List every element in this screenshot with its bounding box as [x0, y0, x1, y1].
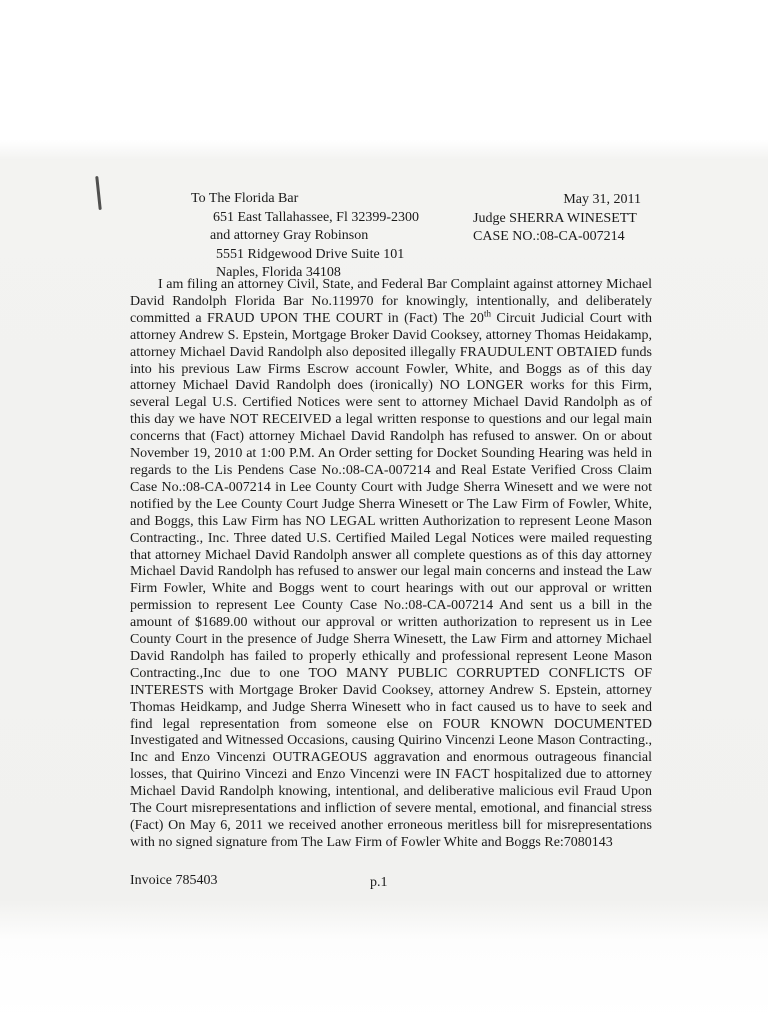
recipient-address-block	[191, 190, 419, 283]
invoice-number: Invoice 785403	[130, 873, 218, 888]
page-number: p.1	[370, 875, 388, 890]
judge-name: Judge SHERRA WINESETT	[473, 210, 637, 226]
case-number: CASE NO.:08-CA-007214	[473, 229, 625, 245]
case-header-block	[473, 191, 641, 247]
recipient-line-3: and attorney Gray Robinson	[210, 228, 369, 244]
ordinal-suffix: th	[483, 308, 491, 319]
recipient-line-1: To The Florida Bar	[191, 191, 299, 206]
body-text-part-1: I am filing an attorney Civil, State, and Federal Bar Complaint against attorney Michael David Randolph Florida Bar No.119970 for knowingly, intentionally, and deliberately committed a FRAUD UPON THE COURT in (Fact) The 20	[130, 277, 652, 326]
body-paragraph	[130, 277, 652, 852]
letter-date: May 31, 2011	[563, 192, 641, 207]
recipient-line-4: 5551 Ridgewood Drive Suite 101	[216, 246, 405, 262]
letter-body	[130, 277, 652, 852]
pen-margin-mark	[95, 176, 102, 210]
recipient-line-2: 651 East Tallahassee, Fl 32399-2300	[213, 209, 420, 225]
recipient-line-5: Naples, Florida 34108	[216, 265, 341, 281]
body-text-part-2: Circuit Judicial Court with attorney Andrew S. Epstein, Mortgage Broker David Cooksey, attorney Thomas Heidakamp, attorney Michael David Randolph also deposited illegally FRAUDULENT OBTAIED funds into his previous Law Firms Escrow account Fowler, White, and Boggs as of this day attorney Michael David Randolph does (ironically) NO LONGER works for this Firm, several Legal U.S. Certified Notices were sent to attorney Michael David Randolph as of this day we have NOT RECEIVED a legal written response to questions and our legal main concerns that (Fact) attorney Michael David Randolph has refused to answer. On or about November 19, 2010 at 1:00 P.M. An Order setting for Docket Sounding Hearing was held in regards to the Lis Pendens Case No.:08-CA-007214 and Real Estate Verified Cross Claim Case No.:08-CA-007214 in Lee County Court with Judge Sherra Winesett and we were not notified by the Lee County Court Judge Sherra Winesett or The Law Firm of Fowler, White, and Boggs, this Law Firm has NO LEGAL written Authorization to represent Leone Mason Contracting., Inc. Three dated U.S. Certified Mailed Legal Notices were mailed requesting that attorney Michael David Randolph answer all complete questions as of this day attorney Michael David Randolph has refused to answer our legal main concerns and instead the Law Firm Fowler, White and Boggs went to court hearings with out our approval or written permission to represent Lee County Case No.:08-CA-007214 And sent us a bill in the amount of $1689.00 without our approval or written authorization to represent us in Lee County Court in the presence of Judge Sherra Winesett, the Law Firm and attorney Michael David Randolph has failed to properly ethically and professional represent Leone Mason Contracting.,Inc due to one TOO MANY PUBLIC CORRUPTED CONFLICTS OF INTERESTS with Mortgage Broker David Cooksey, attorney Andrew S. Epstein, attorney Thomas Heidkamp, and Judge Sherra Winesett who in fact caused us to have to seek and find legal representation from someone else on FOUR KNOWN DOCUMENTED Investigated and Witnessed Occasions, causing Quirino Vincenzi Leone Mason Contracting., Inc and Enzo Vincenzi OUTRAGEOUS aggravation and enormous outrageous financial losses, that Quirino Vincezi and Enzo Vincenzi were IN FACT hospitalized due to attorney Michael David Randolph knowing, intentional, and deliberative malicious evil Fraud Upon The Court misrepresentations and infliction of severe mental, emotional, and financial stress (Fact) On May 6, 2011 we received another erroneous meritless bill for misrepresentations with no signed signature from The Law Firm of Fowler White and Boggs Re:7080143	[130, 310, 652, 850]
